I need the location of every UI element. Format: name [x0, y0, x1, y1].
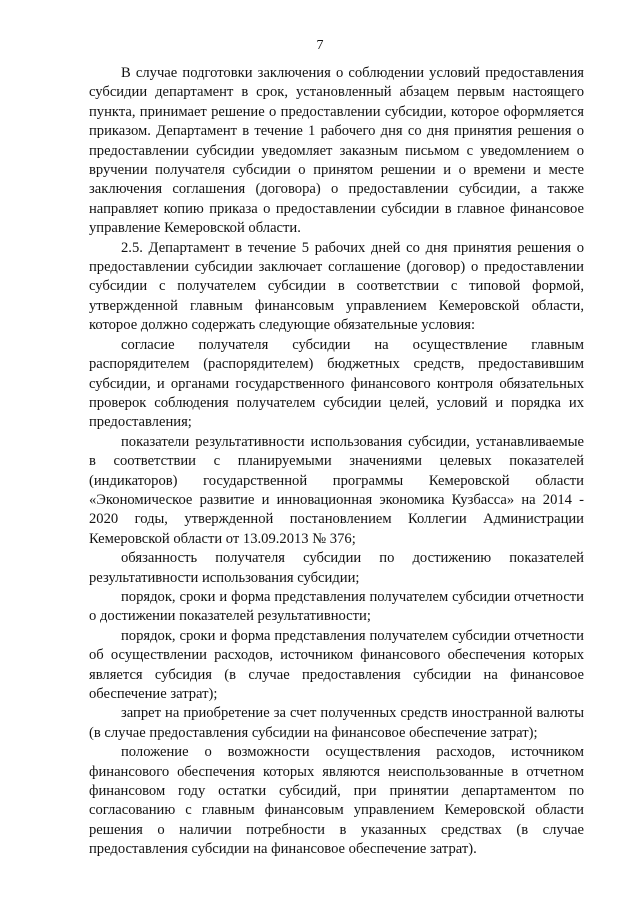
paragraph-performance-indicators: показатели результативности использования субсидии, устанавливаемые в соответствии с планируемыми значениями целевых показателей (индикаторов) государственной программы Кемеровской области «Экономическое развитие и инновационная экономика Кузбасса» на 2014 - 2020 годы, утвержденной постановлением Коллегии Администрации Кемеровской области от 13.09.2013 № 376;	[89, 433, 584, 547]
page-number: 7	[316, 38, 324, 53]
paragraph-currency-ban: запрет на приобретение за счет полученных средств иностранной валюты (в случае предоставления субсидии на финансовое обеспечение затрат);	[89, 705, 584, 741]
paragraph-reporting-on-expenses: порядок, сроки и форма представления получателем субсидии отчетности об осуществлении расходов, источником финансового обеспечения которых является субсидия (в случае предоставления субсидии на финансовое обеспечение затрат);	[89, 627, 584, 702]
paragraph-2-5-agreement: 2.5. Департамент в течение 5 рабочих дней со дня принятия решения о предоставлении субсидии заключает соглашение (договор) о предоставлении субсидии с получателем субсидии в соответствии с типовой формой, утвержденной главным финансовым управлением Кемеровской области, которое должно содержать следующие обязательные условия:	[89, 239, 584, 334]
paragraph-reporting-on-indicators: порядок, сроки и форма представления получателем субсидии отчетности о достижении показателей результативности;	[89, 588, 584, 625]
paragraph-unused-balances: положение о возможности осуществления расходов, источником финансового обеспечения которых являются неиспользованные в отчетном финансовом году остатки субсидий, при принятии департаментом по согласованию с главным финансовым управлением Кемеровской области решения о наличии потребности в указанных средствах (в случае предоставления субсидии на финансовое обеспечение затрат).	[89, 744, 584, 858]
document-body	[89, 64, 584, 860]
paragraph-consent-to-inspections: согласие получателя субсидии на осуществление главным распорядителем (распорядителем) бюджетных средств, предоставившим субсидии, и органами государственного финансового контроля обязательных проверок соблюдения получателем субсидии целей, условий и порядка их предоставления;	[89, 336, 584, 431]
paragraph-conclusion-decision: В случае подготовки заключения о соблюдении условий предоставления субсидии департамент в срок, установленный абзацем первым настоящего пункта, принимает решение о предоставлении субсидии, которое оформляется приказом. Департамент в течение 1 рабочего дня со дня принятия решения о предоставлении субсидии уведомляет заказным письмом с уведомлением о вручении получателя субсидии о принятом решении и о времени и месте заключения соглашения (договора) о предоставлении субсидии, а также направляет копию приказа о предоставлении субсидии в главное финансовое управление Кемеровской области.	[89, 65, 584, 237]
paragraph-obligation-to-achieve: обязанность получателя субсидии по достижению показателей результативности использования субсидии;	[89, 550, 584, 586]
